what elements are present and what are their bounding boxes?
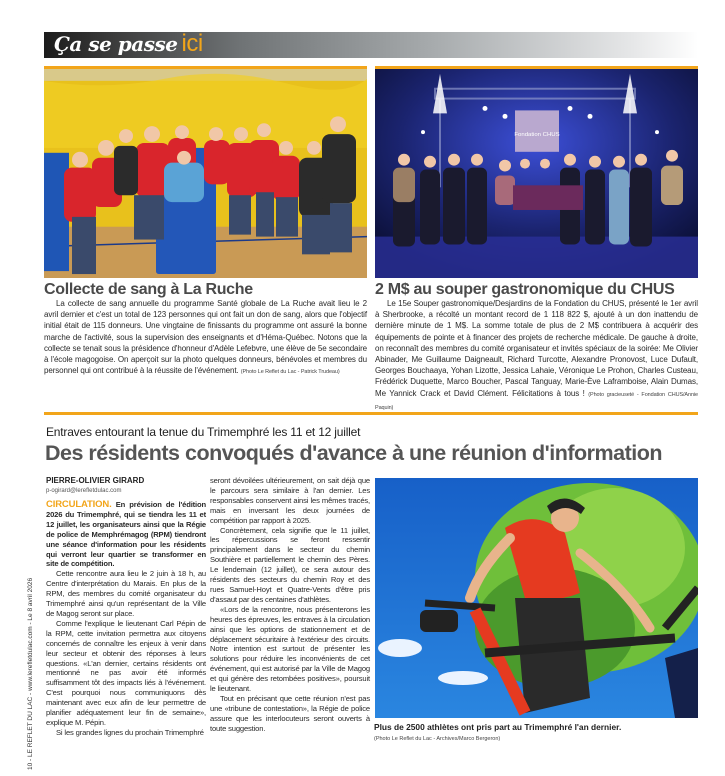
paragraph: «Lors de la rencontre, nous présenterons les heures des épreuves, les entraves à la circulation ainsi que les options de stationnement et de déplacement sécuritaire à l'extérieur des circuits. Notre intention est surtout de présenter les solutions pour réduire les inconvénients de cet événement, qui est autorisé par la Ville de Magog et qui génère des retombées positives», poursuit le lieutenant.	[210, 604, 370, 694]
lead-paragraph	[46, 500, 206, 569]
blood-drive-body-text: La collecte de sang annuelle du programme Santé globale de La Ruche avait lieu le 2 avril dernier et c'est un total de 123 personnes qui ont fait un don de sang, alors que l'objectif initial était de 115 donneurs. Une vingtaine de finissants du programme ont assuré la bonne marche de l'activité, sous la supervision des enseignants et d'Héma-Québec. Notons que la collecte se tenait sous la présidence d'honneur d'Adèle Lefebvre, une élève de 5e secondaire à l'école magogoise. On aperçoit sur la photo quelques donneurs, bénévoles et membres du personnel qui ont contribué à la réussite de l'événement.	[44, 299, 367, 376]
paragraph: Tout en précisant que cette réunion n'est pas une «tribune de contestation», la Régie de police assure que les interlocuteurs seront ouverts à toute suggestion.	[210, 693, 370, 733]
blood-drive-photo-credit: (Photo Le Reflet du Lac - Patrick Trudeau)	[240, 369, 340, 376]
paragraph: seront dévoilées ultérieurement, on sait déjà que le parcours sera similaire à l'an dernier. Les responsables conservent ainsi les mêmes tracés, mais en inversant les deux journées de compétition par rapport à 2025.	[210, 476, 370, 525]
blood-drive-headline: Collecte de sang à La Ruche	[44, 281, 253, 298]
section-divider	[44, 412, 698, 415]
chus-gala-photo	[375, 66, 698, 278]
blood-drive-body	[44, 298, 367, 378]
paragraph: Si les grandes lignes du prochain Trimemphré	[56, 727, 204, 737]
chus-body-text: Le 15e Souper gastronomique/Desjardins de la Fondation du CHUS, présenté le 1er avril à Sherbrooke, a récolté un montant record de 1 118 822 $, ajouté à un don inattendu de dernière minute de 1 M$. La somme totale de plus de 2 M$ contribuera à acquérir des équipements de pointe et à financer des projets de recherche médicale. De gauche à droite, on reconnaît des membres du comité organisateur et invités spéciaux de la soirée: Me Olivier Abinader, Me Guillaume Daigneault, Richard Turcotte, Alexandre Pronovost, Luce Dufault, Georges Bouchaaya, Yohan Lizotte, Jessica Lahaie, Véronique Le Prohon, Charles Custeau, Frédérick Duquette, Marco Boucher, Pascal Tanguay, Marie-Ève Laframboise, Alain Dumas, Me Yannick Crack et David Clément. Félicitations à tous !	[375, 299, 698, 398]
blood-drive-photo-image	[44, 69, 367, 278]
cyclist-photo	[375, 478, 698, 718]
banner-title-text: Ça se passe	[54, 32, 178, 56]
main-article-headline: Des résidents convoqués d'avance à une réunion d'information	[45, 441, 663, 465]
lead-keyword: CIRCULATION.	[46, 499, 112, 510]
blood-drive-photo	[44, 66, 367, 278]
lead-text: En prévision de l'édition 2026 du Trimemphré, qui se tiendra les 11 et 12 juillet, les organisateurs ainsi que la Régie de police de Memphrémagog (RPM) tiendront une séance d'information pour les résidents qui verront leur quartier se transformer en site de compétition.	[46, 500, 206, 569]
author-byline: PIERRE-OLIVIER GIRARD	[46, 476, 145, 485]
chus-gala-photo-image	[375, 69, 698, 278]
section-banner	[44, 32, 698, 58]
cyclist-photo-caption: Plus de 2500 athlètes ont pris part au Trimemphré l'an dernier.	[374, 722, 622, 732]
banner-accent-text: ici	[181, 30, 203, 57]
chus-body	[375, 298, 698, 414]
chus-headline: 2 M$ au souper gastronomique du CHUS	[375, 281, 675, 298]
chus-photo-credit: (Photo gracieuseté - Fondation CHUS/Annie Paquin)	[375, 391, 699, 411]
author-email[interactable]: p-ogirard@lerefletdulac.com	[46, 488, 122, 494]
main-article-kicker: Entraves entourant la tenue du Trimemphré les 11 et 12 juillet	[46, 425, 361, 439]
giant-cheque	[513, 185, 583, 210]
section-banner-title	[54, 30, 203, 58]
page-folio: 10 - LE REFLET DU LAC - www.lerefletdulac.com - Le 8 avril 2026	[27, 577, 34, 770]
cyclist-photo-credit: (Photo Le Reflet du Lac - Archives/Marco Bergeron)	[374, 736, 501, 742]
fondation-chus-sign-text: Fondation CHUS	[514, 132, 560, 139]
cyclist-photo-image	[375, 478, 698, 718]
main-article-column-1	[46, 500, 206, 738]
paragraph: Comme l'explique le lieutenant Carl Pépin de la RPM, cette invitation permettra aux citoyens concernés de connaître les enjeux à venir dans leur secteur et obtenir des réponses à leurs questions. «L'an dernier, certains résidents ont mentionné ne pas avoir été informés suffisamment tôt des impacts liés à l'événement. C'est pourquoi nous communiquons dès maintenant avec eux afin de leur permettre de planifier adéquatement leur fin de semaine», explique M. Pépin.	[46, 618, 206, 727]
paragraph: Concrètement, cela signifie que le 11 juillet, les répercussions se feront ressentir principalement dans le secteur du chemin Southière et partiellement le chemin des Pères. Le lendemain (12 juillet), ce sera autour des résidents des secteurs du chemin Roy et des rues Samuel-Hoyt et Quatre-Vents d'être pris d'assaut par des centaines d'athlètes.	[210, 525, 370, 604]
paragraph: Cette rencontre aura lieu le 2 juin à 18 h, au Centre d'interprétation du Marais. En plus de la RPM, des membres du comité organisateur du Trimemphré ainsi qu'un représentant de la Ville de Magog seront sur place.	[46, 569, 206, 618]
main-article-column-2	[210, 476, 370, 734]
